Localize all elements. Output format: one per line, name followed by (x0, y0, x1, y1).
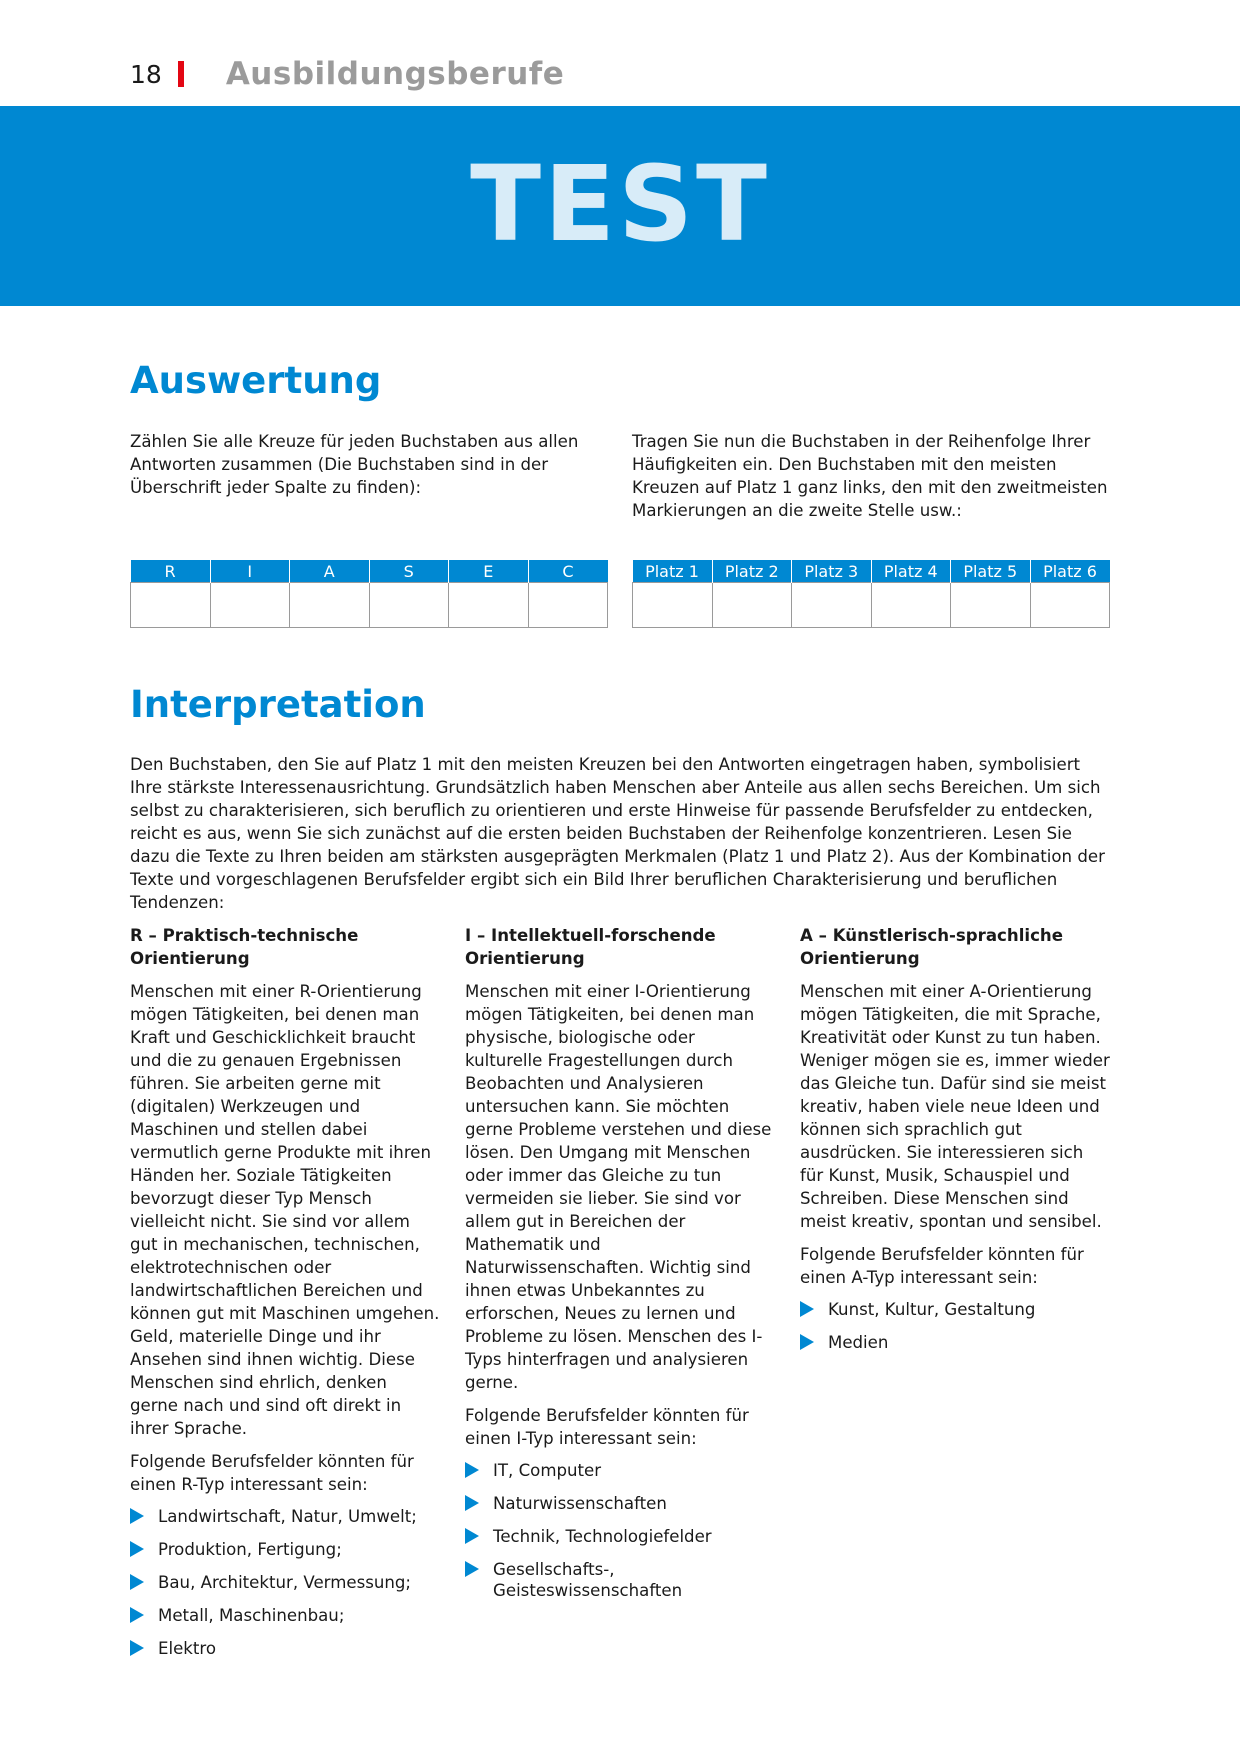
platz-header-3: Platz 3 (792, 560, 872, 583)
column-a-title-line1: A – Künstlerisch-sprachliche (800, 926, 1063, 945)
list-item (130, 1605, 440, 1626)
page-number: 18 (130, 59, 162, 89)
column-i-fields-list (465, 1460, 775, 1601)
field-label: Kunst, Kultur, Gestaltung (828, 1300, 1036, 1319)
list-item (465, 1559, 775, 1601)
platz-cell-6[interactable] (1030, 583, 1110, 628)
column-a-title (800, 924, 1110, 970)
column-a-body: Menschen mit einer A-Orientierung mögen Tätigkeiten, die mit Sprache, Kreativität oder Kunst zu tun haben. Weniger mögen sie es, immer wieder das Gleiche tun. Dafür sind sie meist kreativ, haben viele neue Ideen und können sich sprachlich gut ausdrücken. Sie interessieren sich für Kunst, Musik, Schauspiel und Schreiben. Diese Menschen sind meist kreativ, spontan und sensibel. (800, 982, 1110, 1231)
auswertung-left-text: Zählen Sie alle Kreuze für jeden Buchstaben aus allen Antworten zusammen (Die Buchstaben sind in der Überschrift jeder Spalte zu finden): (130, 432, 579, 497)
riasec-entry-row (131, 583, 608, 628)
riasec-header-row (131, 560, 608, 583)
column-r-fields-intro: Folgende Berufsfelder könnten für einen R-Typ interessant sein: (130, 1452, 414, 1494)
section-title: Ausbildungsberufe (225, 56, 565, 92)
riasec-header-e: E (449, 560, 529, 583)
list-item (465, 1526, 775, 1547)
riasec-cell-i[interactable] (210, 583, 290, 628)
riasec-cell-s[interactable] (369, 583, 449, 628)
interpretation-intro-block (130, 753, 1110, 914)
triangle-bullet-icon (130, 1541, 144, 1557)
field-label: Naturwissenschaften (493, 1494, 667, 1513)
field-label: Gesellschafts-, Geisteswissenschaften (493, 1560, 683, 1600)
platz-header-6: Platz 6 (1030, 560, 1110, 583)
riasec-count-table (130, 560, 608, 628)
riasec-header-c: C (528, 560, 608, 583)
riasec-header-a: A (290, 560, 370, 583)
column-r-title-line1: R – Praktisch-technische (130, 926, 359, 945)
riasec-header-s: S (369, 560, 449, 583)
column-r-title (130, 924, 440, 970)
list-item (465, 1460, 775, 1481)
platz-header-1: Platz 1 (633, 560, 713, 583)
auswertung-right-text: Tragen Sie nun die Buchstaben in der Reihenfolge Ihrer Häufigkeiten ein. Den Buchstaben mit den meisten Kreuzen auf Platz 1 ganz links, den mit den zweitmeisten Markierungen an die zweite Stelle usw.: (632, 432, 1108, 520)
column-a-fields-intro: Folgende Berufsfelder könnten für einen A-Typ interessant sein: (800, 1245, 1084, 1287)
column-i-title-line2: Orientierung (465, 949, 585, 968)
riasec-cell-a[interactable] (290, 583, 370, 628)
platz-entry-row (633, 583, 1110, 628)
field-label: Produktion, Fertigung; (158, 1540, 342, 1559)
column-r-orientation (130, 924, 440, 1671)
triangle-bullet-icon (130, 1607, 144, 1623)
banner-title: TEST (470, 143, 770, 265)
field-label: Technik, Technologiefelder (493, 1527, 712, 1546)
platz-ranking-table (632, 560, 1110, 628)
list-item (800, 1332, 1110, 1353)
platz-header-4: Platz 4 (871, 560, 951, 583)
field-label: Landwirtschaft, Natur, Umwelt; (158, 1507, 417, 1526)
triangle-bullet-icon (465, 1561, 479, 1577)
platz-cell-3[interactable] (792, 583, 872, 628)
list-item (800, 1299, 1110, 1320)
interpretation-heading: Interpretation (130, 683, 426, 726)
list-item (130, 1506, 440, 1527)
field-label: Medien (828, 1333, 889, 1352)
riasec-header-i: I (210, 560, 290, 583)
header-divider (178, 61, 184, 87)
column-r-body: Menschen mit einer R-Orientierung mögen Tätigkeiten, bei denen man Kraft und Geschicklichkeit braucht und die zu genauen Ergebnissen führen. Sie arbeiten gerne mit (digitalen) Werkzeugen und Maschinen und stellen dabei vermutlich gerne Produkte mit ihren Händen her. Soziale Tätigkeiten bevorzugt dieser Typ Mensch vielleicht nicht. Sie sind vor allem gut in mechanischen, technischen, elektrotechnischen oder landwirtschaftlichen Bereichen und können gut mit Maschinen umgehen. Geld, materielle Dinge und ihr Ansehen sind ihnen wichtig. Diese Menschen sind ehrlich, denken gerne nach und sind oft direkt in ihrer Sprache. (130, 982, 440, 1438)
column-r-title-line2: Orientierung (130, 949, 250, 968)
column-a-fields-list (800, 1299, 1110, 1353)
platz-cell-1[interactable] (633, 583, 713, 628)
triangle-bullet-icon (465, 1528, 479, 1544)
triangle-bullet-icon (800, 1301, 814, 1317)
list-item (130, 1638, 440, 1659)
platz-cell-4[interactable] (871, 583, 951, 628)
field-label: Elektro (158, 1639, 217, 1658)
platz-header-row (633, 560, 1110, 583)
interpretation-intro: Den Buchstaben, den Sie auf Platz 1 mit den meisten Kreuzen bei den Antworten eingetragen haben, symbolisiert Ihre stärkste Interessenausrichtung. Grundsätzlich haben Menschen aber Anteile aus allen sechs Bereichen. Um sich selbst zu charakterisieren, sich beruflich zu orientieren und erste Hinweise für passende Berufsfelder zu entdecken, reicht es aus, wenn Sie sich zunächst auf die ersten beiden Buchstaben der Reihenfolge konzentrieren. Lesen Sie dazu die Texte zu Ihren beiden am stärksten ausgeprägten Merkmalen (Platz 1 und Platz 2). Aus der Kombination der Texte und vorgeschlagenen Berufsfelder ergibt sich ein Bild Ihrer beruflichen Charakterisierung und beruflichen Tendenzen: (130, 755, 1105, 912)
column-a-title-line2: Orientierung (800, 949, 920, 968)
riasec-cell-c[interactable] (528, 583, 608, 628)
list-item (130, 1539, 440, 1560)
column-i-body: Menschen mit einer I-Orientierung mögen Tätigkeiten, bei denen man physische, biologische oder kulturelle Fragestellungen durch Beobachten und Analysieren untersuchen kann. Sie möchten gerne Probleme verstehen und diese lösen. Den Umgang mit Menschen oder immer das Gleiche zu tun vermeiden sie lieber. Sie sind vor allem gut in Bereichen der Mathematik und Naturwissenschaften. Wichtig sind ihnen etwas Unbekanntes zu erforschen, Neues zu lernen und Probleme zu lösen. Menschen des I-Typs hinterfragen und analysieren gerne. (465, 982, 772, 1392)
triangle-bullet-icon (465, 1495, 479, 1511)
column-i-orientation (465, 924, 775, 1613)
column-a-orientation (800, 924, 1110, 1365)
list-item (130, 1572, 440, 1593)
auswertung-heading: Auswertung (130, 359, 382, 402)
auswertung-right-text-block (632, 430, 1110, 522)
triangle-bullet-icon (130, 1508, 144, 1524)
column-i-title (465, 924, 775, 970)
field-label: Bau, Architektur, Vermessung; (158, 1573, 412, 1592)
page-header (130, 54, 564, 94)
column-r-fields-list (130, 1506, 440, 1659)
list-item (465, 1493, 775, 1514)
platz-cell-2[interactable] (712, 583, 792, 628)
triangle-bullet-icon (800, 1334, 814, 1350)
platz-header-5: Platz 5 (951, 560, 1031, 583)
triangle-bullet-icon (130, 1574, 144, 1590)
column-i-fields-intro: Folgende Berufsfelder könnten für einen I-Typ interessant sein: (465, 1406, 749, 1448)
auswertung-left-text-block (130, 430, 608, 499)
triangle-bullet-icon (130, 1640, 144, 1656)
platz-cell-5[interactable] (951, 583, 1031, 628)
riasec-header-r: R (131, 560, 211, 583)
field-label: IT, Computer (493, 1461, 602, 1480)
platz-header-2: Platz 2 (712, 560, 792, 583)
field-label: Metall, Maschinenbau; (158, 1606, 345, 1625)
riasec-cell-r[interactable] (131, 583, 211, 628)
column-i-title-line1: I – Intellektuell-forschende (465, 926, 716, 945)
triangle-bullet-icon (465, 1462, 479, 1478)
riasec-cell-e[interactable] (449, 583, 529, 628)
